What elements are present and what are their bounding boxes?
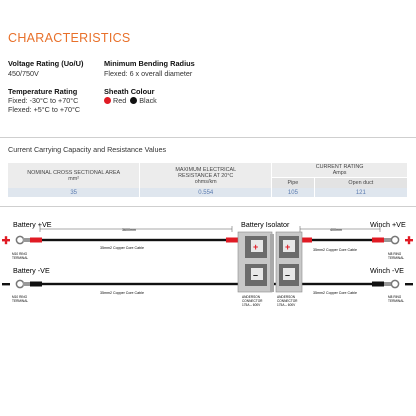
left-connector-plus-icon: + bbox=[253, 242, 259, 252]
voltage-rating-value: 450/750V bbox=[8, 69, 39, 78]
voltage-rating-heading: Voltage Rating (Uo/U) bbox=[8, 59, 84, 68]
cell-resistance: 0.554 bbox=[140, 188, 272, 197]
right-connector-caption-line2: CONNECTOR bbox=[277, 299, 298, 303]
right-connector-minus-icon: – bbox=[285, 270, 291, 280]
characteristics-title: CHARACTERISTICS bbox=[8, 31, 131, 45]
winch-positive-label: Winch +VE bbox=[370, 220, 406, 229]
dimension-right bbox=[300, 226, 380, 232]
anderson-connector-right bbox=[276, 232, 302, 292]
col-current-header-text: CURRENT RATING bbox=[315, 163, 364, 170]
temperature-rating-heading: Temperature Rating bbox=[8, 87, 78, 96]
black-swatch-icon bbox=[130, 97, 137, 104]
battery-minus-icon bbox=[2, 283, 10, 285]
right-terminal-top-line1: M8 RING bbox=[388, 252, 402, 256]
anderson-connector-left bbox=[238, 232, 274, 292]
left-connector-caption-line2: CONNECTOR bbox=[242, 299, 263, 303]
cable-left-label: 35mm2 Copper Core Cable bbox=[100, 246, 144, 250]
sheath-colour-heading: Sheath Colour bbox=[104, 87, 155, 96]
winch-negative-label: Winch -VE bbox=[370, 266, 404, 275]
left-terminal-bottom-line1: M10 RING bbox=[12, 295, 28, 299]
col-pipe-header: Pipe bbox=[272, 177, 315, 188]
sheath-colour-values bbox=[104, 96, 157, 105]
dimension-left bbox=[40, 226, 232, 232]
winch-plus-icon bbox=[405, 236, 413, 244]
dimension-right-text: 400mm bbox=[330, 228, 342, 232]
battery-negative-label: Battery -VE bbox=[13, 266, 50, 275]
capacity-table bbox=[8, 163, 408, 197]
red-label: Red bbox=[113, 96, 127, 105]
col-resistance-header bbox=[140, 163, 272, 188]
col-resistance-header-line2: RESISTANCE AT 20°C bbox=[178, 172, 234, 179]
table-title: Current Carrying Capacity and Resistance Values bbox=[8, 145, 167, 154]
left-terminal-top-line1: M10 RING bbox=[12, 252, 28, 256]
positive-cable-right bbox=[300, 236, 399, 243]
dimension-left-text: 3600mm bbox=[122, 228, 136, 232]
left-terminal-bottom-line2: TERMINAL bbox=[12, 299, 29, 303]
section-divider bbox=[0, 137, 416, 138]
col-area-header-text: NOMINAL CROSS SECTIONAL AREA bbox=[27, 169, 121, 176]
col-resistance-header-line1: MAXIMUM ELECTRICAL bbox=[175, 166, 237, 173]
col-current-header bbox=[272, 163, 408, 177]
col-area-unit: mm² bbox=[68, 175, 80, 182]
temperature-fixed-value: Fixed: -30°C to +70°C bbox=[8, 96, 79, 105]
left-terminal-top-line2: TERMINAL bbox=[12, 256, 29, 260]
battery-isolator-label: Battery Isolator bbox=[241, 220, 290, 229]
negative-cable-left-label: 35mm2 Copper Core Cable bbox=[100, 291, 144, 295]
right-connector-plus-icon: + bbox=[285, 242, 291, 252]
negative-cable bbox=[16, 280, 398, 287]
positive-cable-left bbox=[16, 236, 239, 243]
bending-radius-value: Flexed: 6 x overall diameter bbox=[104, 69, 193, 78]
battery-positive-label: Battery +VE bbox=[13, 220, 52, 229]
battery-plus-icon bbox=[2, 236, 10, 244]
left-connector-minus-icon: – bbox=[253, 270, 259, 280]
col-open-duct-header: Open duct bbox=[314, 177, 407, 188]
red-swatch-icon bbox=[104, 97, 111, 104]
cell-pipe: 105 bbox=[272, 188, 315, 197]
table-row bbox=[8, 188, 408, 197]
right-terminal-top-line2: TERMINAL bbox=[388, 256, 405, 260]
negative-cable-right-label: 35mm2 Copper Core Cable bbox=[313, 291, 357, 295]
cable-right-label: 35mm2 Copper Core Cable bbox=[313, 248, 357, 252]
left-connector-caption-line3: 175A – 600V bbox=[242, 303, 261, 307]
right-terminal-bottom-line2: TERMINAL bbox=[388, 299, 405, 303]
right-connector-caption-line3: 175A – 600V bbox=[277, 303, 296, 307]
right-connector-caption-line1: ANDERSON bbox=[277, 295, 296, 299]
black-label: Black bbox=[139, 96, 157, 105]
cell-open-duct: 121 bbox=[314, 188, 407, 197]
col-resistance-unit: ohms/km bbox=[194, 178, 217, 185]
temperature-flexed-value: Flexed: +5°C to +70°C bbox=[8, 105, 81, 114]
winch-minus-icon bbox=[405, 283, 413, 285]
wiring-diagram bbox=[0, 200, 416, 416]
right-terminal-bottom-line1: M8 RING bbox=[388, 295, 402, 299]
left-connector-caption-line1: ANDERSON bbox=[242, 295, 261, 299]
cell-area: 35 bbox=[8, 188, 140, 197]
col-current-unit: Amps bbox=[332, 169, 347, 176]
col-area-header bbox=[8, 163, 140, 188]
bending-radius-heading: Minimum Bending Radius bbox=[104, 59, 195, 68]
